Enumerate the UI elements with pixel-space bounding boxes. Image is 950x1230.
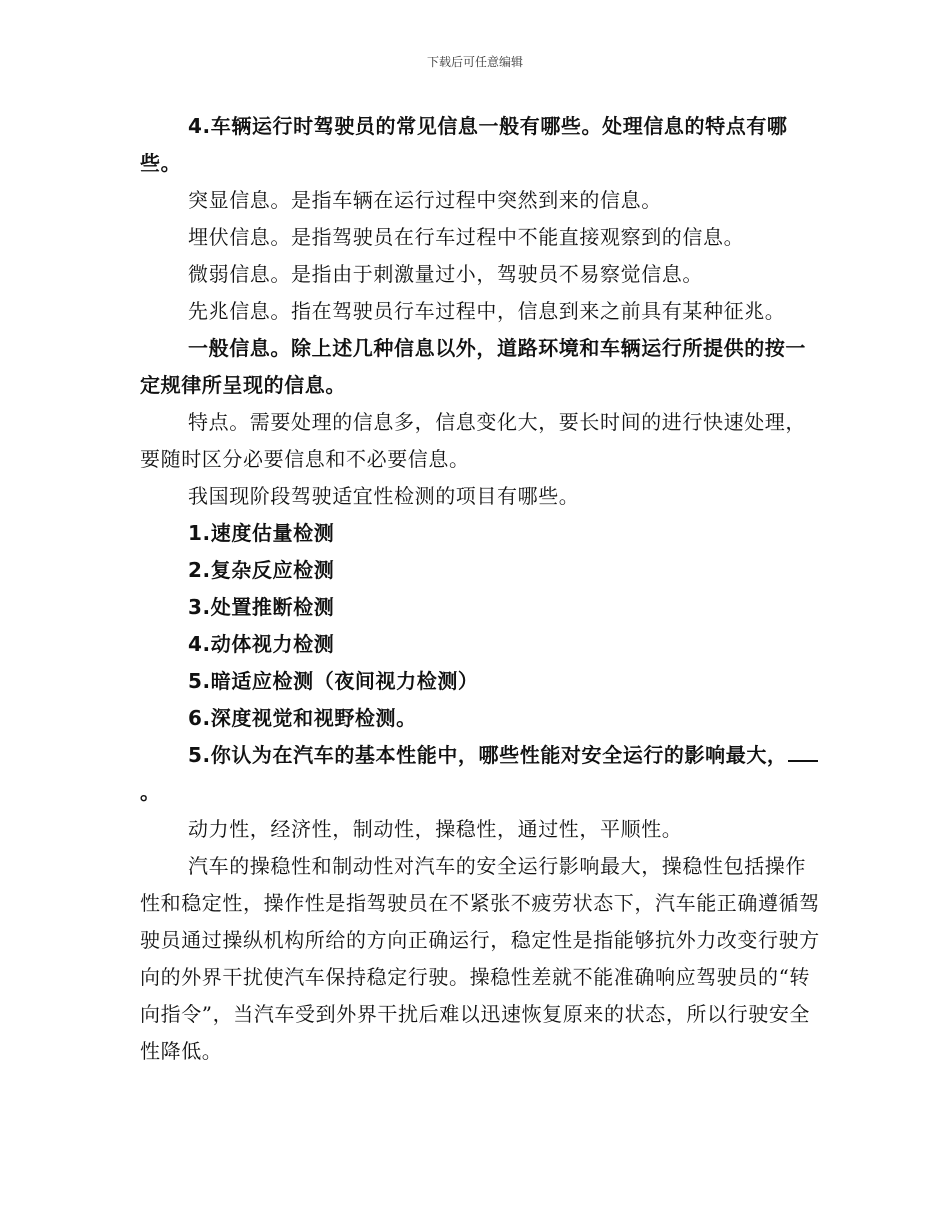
list-item: 2.复杂反应检测	[188, 558, 335, 582]
list-item: 3.处置推断检测	[188, 595, 335, 619]
list-item: 5.暗适应检测（夜间视力检测）	[188, 669, 479, 693]
document-body	[140, 108, 820, 1070]
answer-paragraph: 汽车的操稳性和制动性对汽车的安全运行影响最大，操稳性包括操作性和稳定性，操作性是指驾驶员在不紧张不疲劳状态下，汽车能正确遵循驾驶员通过操纵机构所给的方向正确运行，稳定性是指能够抗外力改变行驶方向的外界干扰使汽车保持稳定行驶。操稳性差就不能准确响应驾驶员的“转向指令”，当汽车受到外界干扰后难以迅速恢复原来的状态，所以行驶安全性降低。	[140, 854, 820, 1063]
question-5-text: 5.你认为在汽车的基本性能中，哪些性能对安全运行的影响最大，	[188, 743, 788, 767]
question-4: 4.车辆运行时驾驶员的常见信息一般有哪些。处理信息的特点有哪些。	[140, 114, 788, 175]
list-item: 1.速度估量检测	[188, 521, 335, 545]
answer-paragraph: 动力性，经济性，制动性，操稳性，通过性，平顺性。	[188, 817, 683, 841]
answer-paragraph: 埋伏信息。是指驾驶员在行车过程中不能直接观察到的信息。	[188, 225, 745, 249]
sub-question: 我国现阶段驾驶适宜性检测的项目有哪些。	[188, 484, 580, 508]
answer-blank	[788, 740, 818, 762]
answer-paragraph: 微弱信息。是指由于刺激量过小，驾驶员不易察觉信息。	[188, 262, 703, 286]
answer-paragraph: 特点。需要处理的信息多，信息变化大，要长时间的进行快速处理，要随时区分必要信息和不必要信息。	[140, 410, 806, 471]
question-5	[140, 737, 820, 811]
list-item: 6.深度视觉和视野检测。	[188, 706, 417, 730]
answer-paragraph-bold: 一般信息。除上述几种信息以外，道路环境和车辆运行所提供的按一定规律所呈现的信息。	[140, 336, 806, 397]
page-header: 下载后可任意编辑	[426, 55, 523, 69]
answer-paragraph: 突显信息。是指车辆在运行过程中突然到来的信息。	[188, 188, 662, 212]
answer-paragraph: 先兆信息。指在驾驶员行车过程中，信息到来之前具有某种征兆。	[188, 299, 786, 323]
question-5-end: 。	[140, 780, 161, 804]
list-item: 4.动体视力检测	[188, 632, 335, 656]
